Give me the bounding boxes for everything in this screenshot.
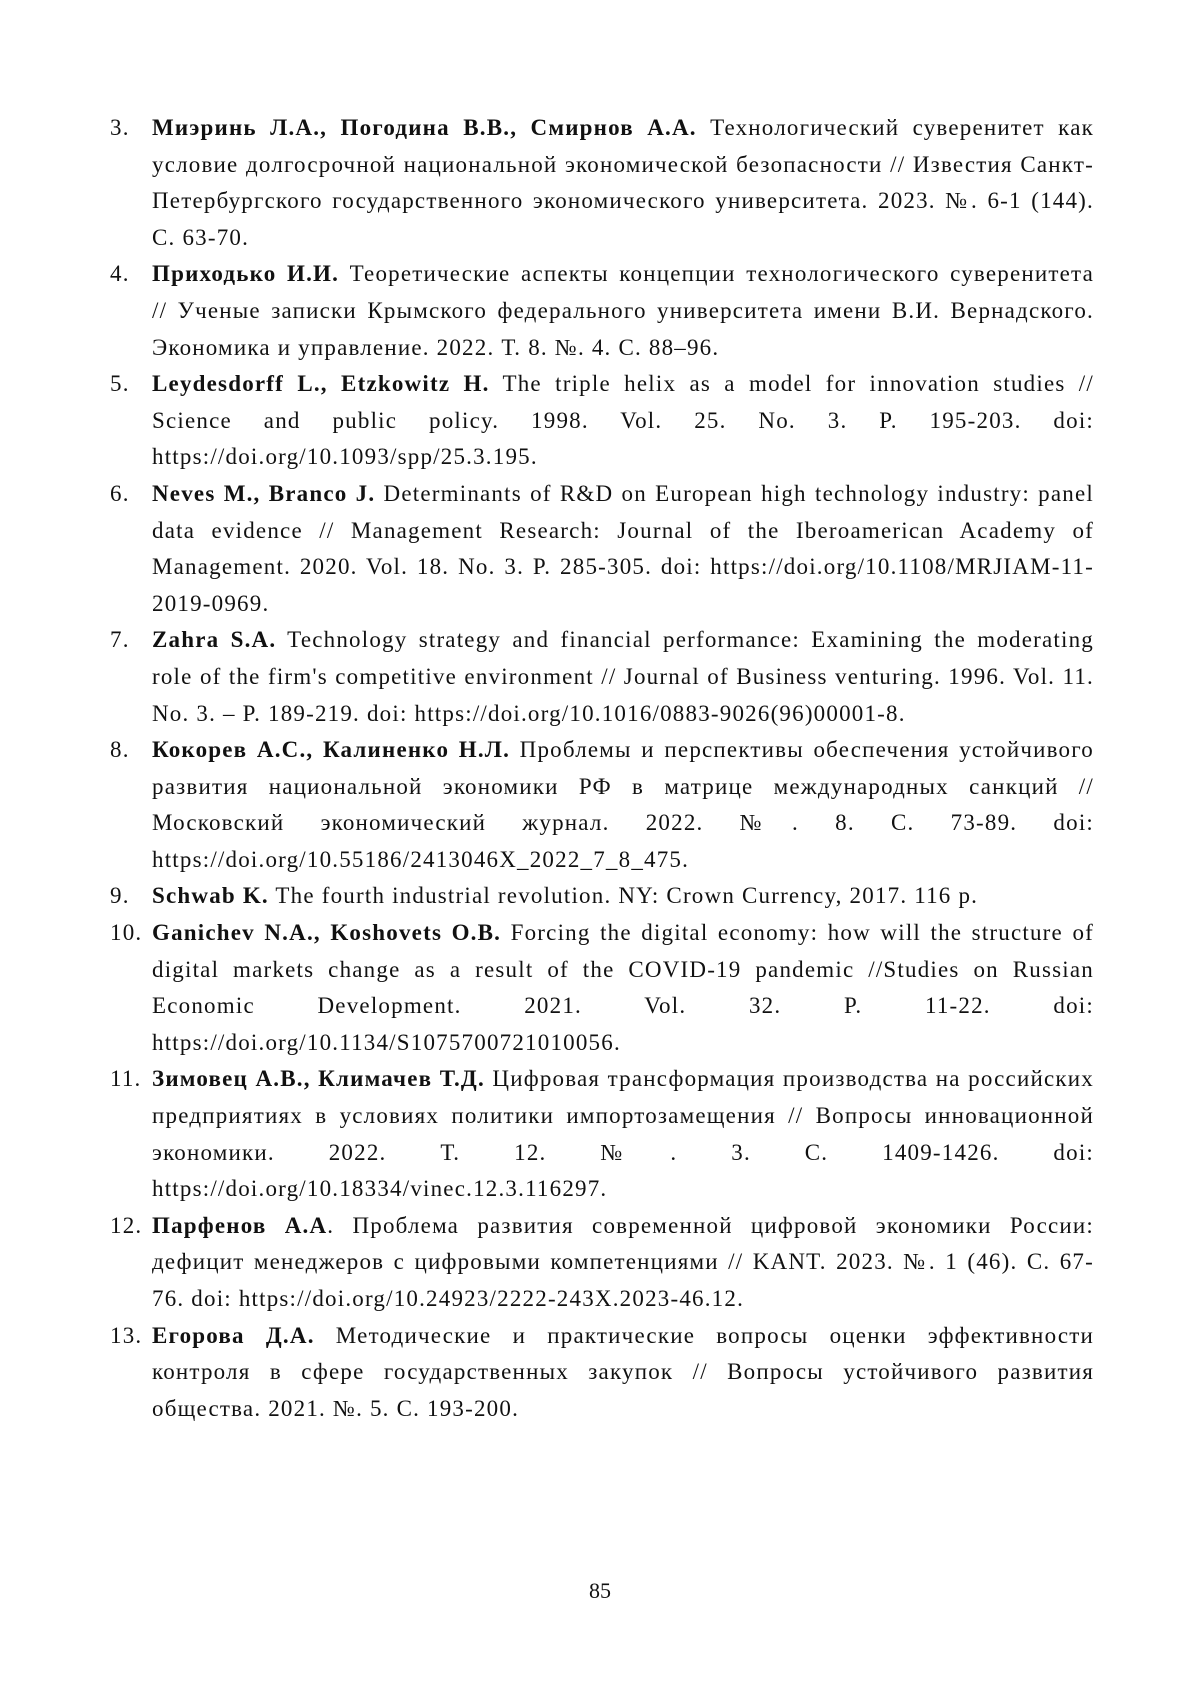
reference-number: 6. — [110, 480, 130, 506]
reference-number: 11. — [110, 1066, 142, 1092]
reference-text: Проблемы и перспективы обеспечения устойчивого развития национальной экономики РФ в матрице международных санкций // Московский экономический журнал. 2022. №. 8. С. 73-89. doi: https://doi.org/10.55186/2413046X_2022_7_8_475. — [152, 737, 1094, 872]
reference-authors: Егорова Д.А. — [152, 1322, 315, 1348]
reference-text: . Проблема развития современной цифровой экономики России: дефицит менеджеров с цифровыми компетенциями // KANT. 2023. №. 1 (46). С. 67-76. doi: https://doi.org/10.24923/2222-243X.2023-46.12. — [152, 1212, 1094, 1311]
reference-text: The fourth industrial revolution. NY: Crown Currency, 2017. 116 p. — [268, 883, 979, 909]
reference-item — [110, 878, 1094, 915]
reference-text: Determinants of R&D on European high technology industry: panel data evidence // Management Research: Journal of the Iberoamerican Academy of Management. 2020. Vol. 18. No. 3. P. 285-305. doi: https://doi.org/10.1108/MRJIAM-11-2019-0969. — [152, 480, 1094, 616]
reference-authors: Schwab K. — [152, 883, 269, 909]
reference-list — [110, 110, 1094, 1427]
reference-item — [110, 732, 1094, 878]
reference-item — [110, 1208, 1094, 1318]
reference-text: Forcing the digital economy: how will the structure of digital markets change as a result of the COVID-19 pandemic //Studies on Russian Economic Development. 2021. Vol. 32. P. 11-22. doi: https://doi.org/10.1134/S1075700721010056. — [152, 920, 1095, 1055]
reference-number: 4. — [110, 261, 130, 287]
reference-number: 8. — [110, 737, 130, 763]
reference-item — [110, 256, 1094, 366]
reference-item — [110, 622, 1094, 732]
reference-text: Technology strategy and financial performance: Examining the moderating role of the firm's competitive environment // Journal of Business venturing. 1996. Vol. 11. No. 3. – P. 189-219. doi: https://doi.org/10.1016/0883-9026(96)00001-8. — [152, 627, 1094, 726]
reference-authors: Neves M., Branco J. — [152, 480, 376, 506]
reference-authors: Leydesdorff L., Etzkowitz H. — [152, 371, 490, 397]
reference-number: 13. — [110, 1322, 143, 1348]
reference-text: Теоретические аспекты концепции технологического суверенитета // Ученые записки Крымского федерального университета имени В.И. Вернадского. Экономика и управление. 2022. Т. 8. №. 4. С. 88–96. — [152, 261, 1094, 360]
reference-item — [110, 476, 1094, 622]
reference-item — [110, 915, 1094, 1061]
reference-authors: Кокорев А.С., Калиненко Н.Л. — [152, 737, 511, 763]
page-number: 85 — [589, 1578, 611, 1603]
reference-item — [110, 1318, 1094, 1428]
reference-authors: Парфенов А.А — [152, 1212, 328, 1238]
reference-text: The triple helix as a model for innovation studies // Science and public policy. 1998. Vol. 25. No. 3. P. 195-203. doi: https://doi.org/10.1093/spp/25.3.195. — [152, 371, 1094, 470]
reference-number: 3. — [110, 115, 130, 140]
reference-item — [110, 1061, 1094, 1207]
reference-number: 12. — [110, 1212, 143, 1238]
reference-item — [110, 110, 1094, 256]
reference-number: 10. — [110, 920, 143, 946]
reference-text: Цифровая трансформация производства на российских предприятиях в условиях политики импортозамещения // Вопросы инновационной экономики. 2022. Т. 12. №. 3. С. 1409-1426. doi: https://doi.org/10.18334/vinec.12.3.116297. — [152, 1066, 1094, 1202]
reference-number: 9. — [110, 883, 130, 909]
reference-authors: Миэринь Л.А., Погодина В.В., Смирнов А.А. — [152, 115, 697, 140]
reference-item — [110, 366, 1094, 476]
reference-authors: Приходько И.И. — [152, 261, 340, 287]
reference-authors: Zahra S.A. — [152, 627, 277, 653]
reference-text: Методические и практические вопросы оценки эффективности контроля в сфере государственных закупок // Вопросы устойчивого развития общества. 2021. №. 5. С. 193-200. — [152, 1322, 1095, 1421]
reference-text: Технологический суверенитет как условие долгосрочной национальной экономической безопасности // Известия Санкт-Петербургского государственного экономического университета. 2023. №. 6-1 (144). С. 63-70. — [152, 115, 1094, 250]
reference-authors: Ganichev N.A., Koshovets O.B. — [152, 920, 502, 946]
reference-number: 5. — [110, 371, 130, 397]
reference-number: 7. — [110, 627, 130, 653]
reference-authors: Зимовец А.В., Климачев Т.Д. — [152, 1066, 485, 1092]
